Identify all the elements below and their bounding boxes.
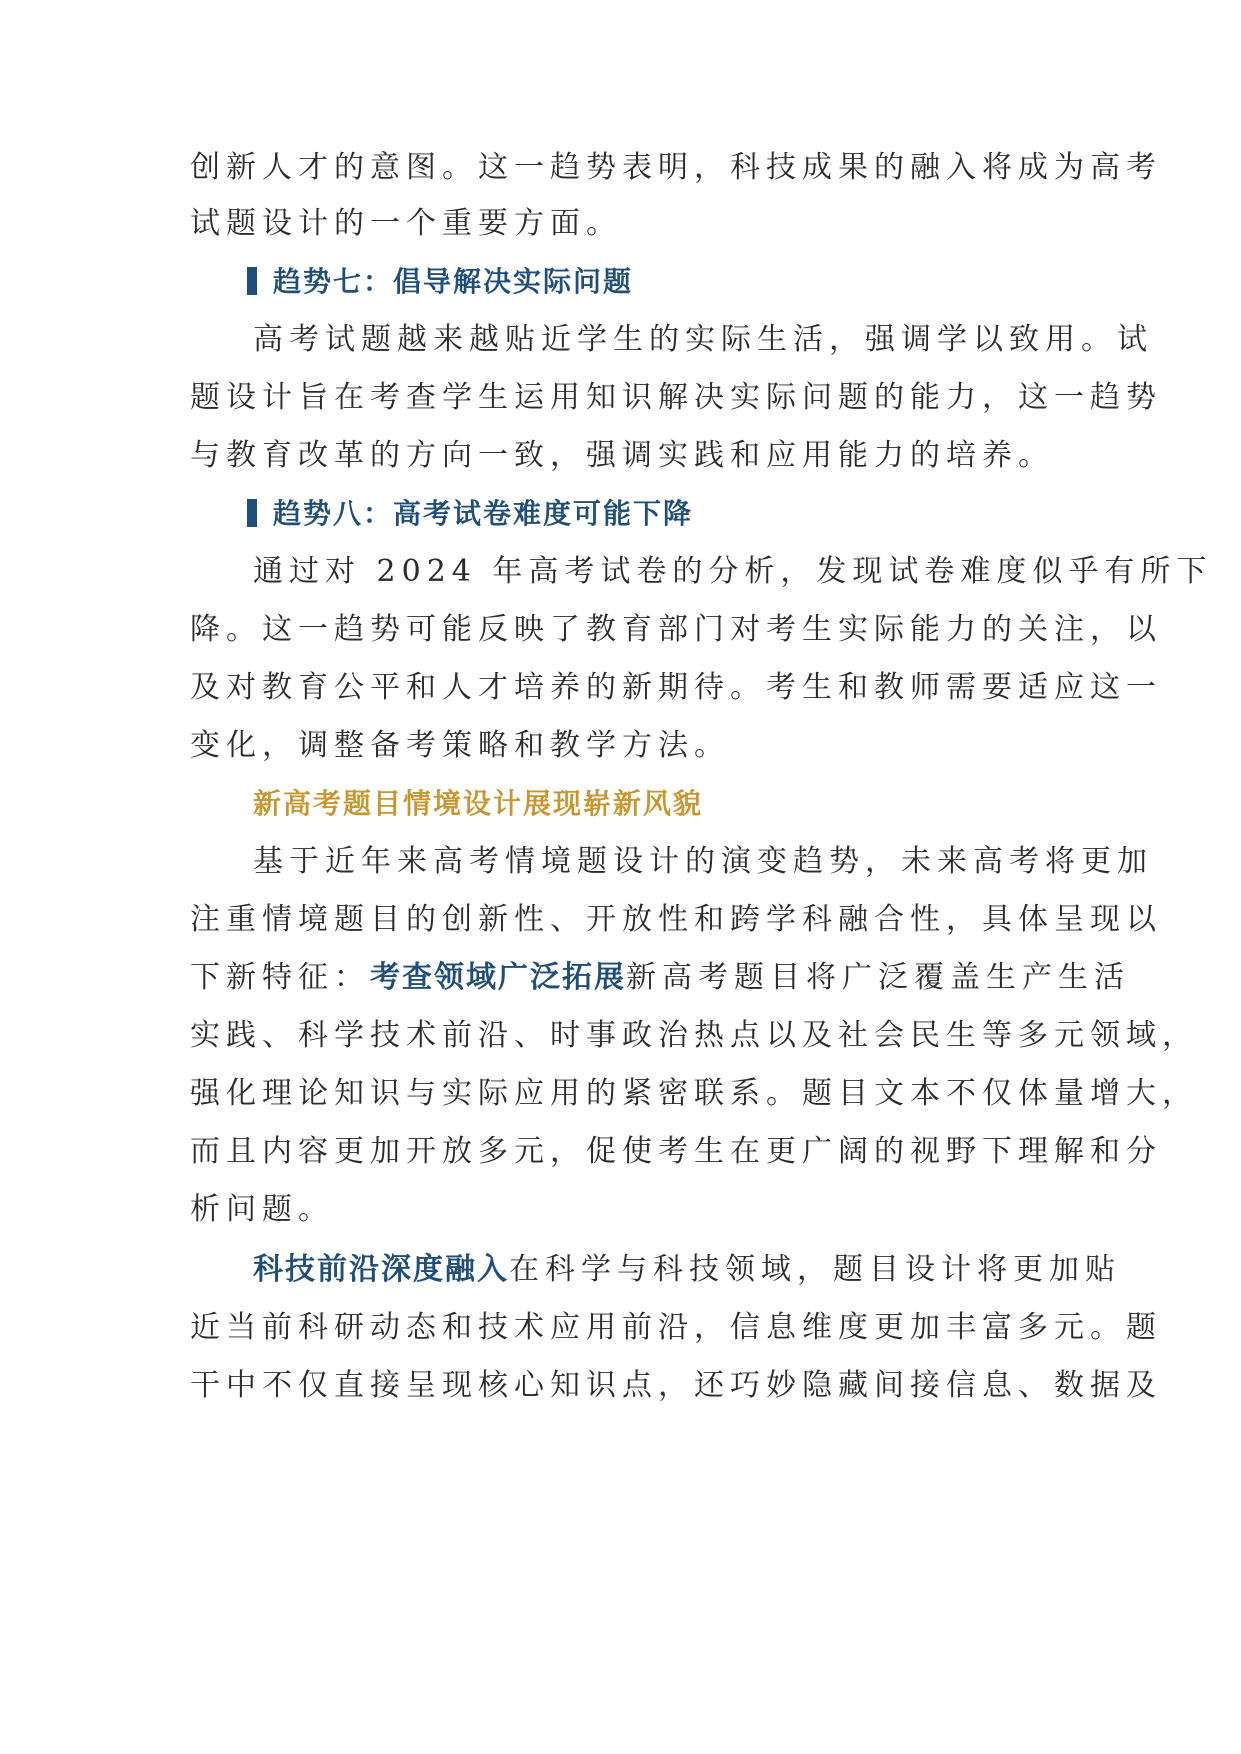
trend8-heading [247, 494, 693, 534]
body-line: 干中不仅直接呈现核心知识点，还巧妙隐藏间接信息、数据及 [190, 1368, 1162, 1403]
body-line: 通过对 2024 年高考试卷的分析，发现试卷难度似乎有所下 [253, 554, 1213, 589]
body-line: 试题设计的一个重要方面。 [190, 206, 622, 241]
section-heading: 新高考题目情境设计展现崭新风貌 [253, 787, 704, 820]
body-line-with-keyword [253, 1250, 1121, 1290]
body-line: 注重情境题目的创新性、开放性和跨学科融合性，具体呈现以 [190, 902, 1162, 937]
body-line: 基于近年来高考情境题设计的演变趋势，未来高考将更加 [253, 844, 1153, 879]
body-line: 变化，调整备考策略和教学方法。 [190, 728, 730, 763]
heading-bar-icon [247, 267, 257, 295]
body-line: 而且内容更加开放多元，促使考生在更广阔的视野下理解和分 [190, 1134, 1162, 1169]
body-line: 析问题。 [190, 1192, 334, 1227]
body-line: 创新人才的意图。这一趋势表明，科技成果的融入将成为高考 [190, 150, 1162, 185]
trend8-heading-text: 趋势八：高考试卷难度可能下降 [273, 497, 694, 530]
body-line-with-keyword [190, 958, 1130, 998]
body-line: 与教育改革的方向一致，强调实践和应用能力的培养。 [190, 438, 1054, 473]
heading-bar-icon [247, 499, 257, 527]
body-line: 实践、科学技术前沿、时事政治热点以及社会民生等多元领域， [190, 1018, 1198, 1053]
line-prefix: 下新特征： [190, 960, 370, 995]
line-suffix: 新高考题目将广泛覆盖生产生活 [626, 960, 1130, 995]
body-line: 近当前科研动态和技术应用前沿，信息维度更加丰富多元。题 [190, 1310, 1162, 1345]
body-line: 题设计旨在考查学生运用知识解决实际问题的能力，这一趋势 [190, 380, 1162, 415]
body-line: 强化理论知识与实际应用的紧密联系。题目文本不仅体量增大， [190, 1076, 1198, 1111]
trend7-heading [247, 262, 633, 302]
trend7-heading-text: 趋势七：倡导解决实际问题 [273, 265, 634, 298]
keyword-highlight: 科技前沿深度融入 [253, 1252, 509, 1287]
body-line: 及对教育公平和人才培养的新期待。考生和教师需要适应这一 [190, 670, 1162, 705]
line-suffix: 在科学与科技领域，题目设计将更加贴 [509, 1252, 1121, 1287]
keyword-highlight: 考查领域广泛拓展 [370, 960, 626, 995]
body-line: 降。这一趋势可能反映了教育部门对考生实际能力的关注，以 [190, 612, 1162, 647]
body-line: 高考试题越来越贴近学生的实际生活，强调学以致用。试 [253, 322, 1153, 357]
